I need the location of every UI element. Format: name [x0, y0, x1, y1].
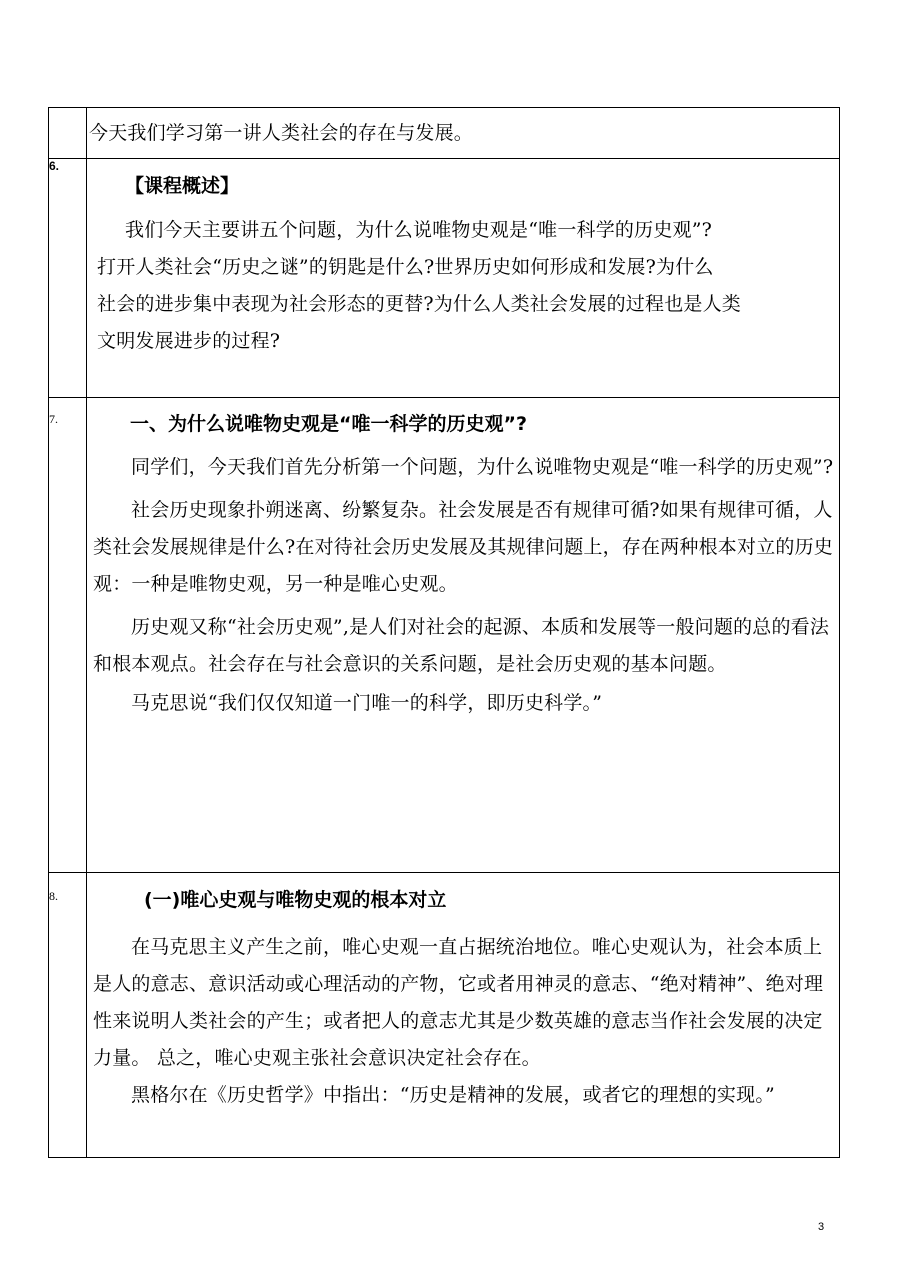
paragraph-line: 文明发展进步的过程?	[97, 330, 281, 352]
table-row	[49, 398, 840, 873]
paragraph-line: 我们今天主要讲五个问题，为什么说唯物史观是“唯一科学的历史观”?	[125, 219, 713, 241]
row-number	[49, 108, 87, 159]
row-content	[87, 108, 840, 159]
row-content	[87, 159, 840, 398]
paragraph: 黑格尔在《历史哲学》中指出：“历史是精神的发展，或者它的理想的实现。”	[131, 1084, 775, 1106]
lesson-table	[48, 107, 840, 1158]
row-content	[87, 873, 840, 1158]
paragraph: 历史观又称“社会历史观”,是人们对社会的起源、本质和发展等一般问题的总的看法和根本观点。社会存在与社会意识的关系问题，是社会历史观的基本问题。	[93, 616, 830, 675]
table-row	[49, 873, 840, 1158]
paragraph-line: 社会的进步集中表现为社会形态的更替?为什么人类社会发展的过程也是人类	[97, 293, 741, 315]
paragraph: 今天我们学习第一讲人类社会的存在与发展。	[89, 122, 474, 144]
section-heading: 【课程概述】	[125, 175, 240, 197]
paragraph: 马克思说“我们仅仅知道一门唯一的科学，即历史科学。”	[131, 692, 603, 714]
paragraph-line: 打开人类社会“历史之谜”的钥匙是什么?世界历史如何形成和发展?为什么	[97, 256, 714, 278]
row-content	[87, 398, 840, 873]
table-row	[49, 108, 840, 159]
paragraph: 社会历史现象扑朔迷离、纷繁复杂。社会发展是否有规律可循?如果有规律可循，人类社会发展规律是什么?在对待社会历史发展及其规律问题上，存在两种根本对立的历史观：一种是唯物史观，另一种是唯心史观。	[93, 499, 833, 595]
section-heading: (一)唯心史观与唯物史观的根本对立	[144, 889, 447, 911]
table-row	[49, 159, 840, 398]
page-number: 3	[818, 1221, 825, 1233]
section-heading: 一、为什么说唯物史观是“唯一科学的历史观”?	[130, 413, 527, 435]
row-number: 6.	[49, 159, 87, 398]
paragraph: 在马克思主义产生之前，唯心史观一直占据统治地位。唯心史观认为，社会本质上是人的意志、意识活动或心理活动的产物，它或者用神灵的意志、“绝对精神”、绝对理性来说明人类社会的产生；或者把人的意志尤其是少数英雄的意志当作社会发展的决定力量。 总之，唯心史观主张社会意识决定社会存在。	[93, 936, 824, 1069]
paragraph: 同学们，今天我们首先分析第一个问题，为什么说唯物史观是“唯一科学的历史观”?	[131, 456, 834, 478]
row-number: 7.	[49, 398, 87, 873]
row-number: 8.	[49, 873, 87, 1158]
